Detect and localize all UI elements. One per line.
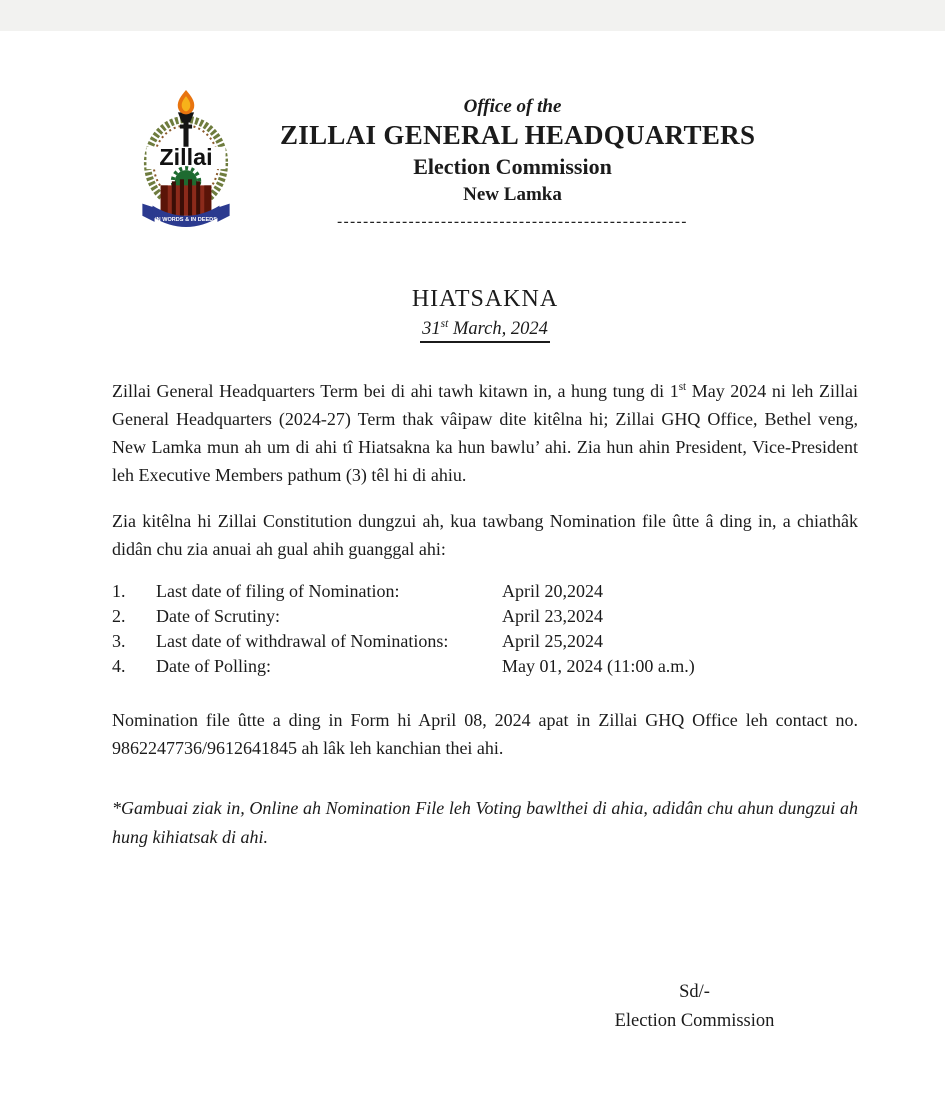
paragraph-1 xyxy=(112,377,858,489)
notice-title: HIATSAKNA xyxy=(411,286,559,312)
date-rest: March, 2024 xyxy=(448,319,548,339)
schedule-row xyxy=(112,654,858,679)
paragraph-4-note: *Gambuai ziak in, Online ah Nomination File leh Voting bawlthei di ahia, adidân chu ahun dungzui ah hung kihiatsak di ahi. xyxy=(112,798,858,847)
para1-text-b: May 2024 ni leh Zillai General Headquarters (2024-27) Term thak vâipaw dite kitêlna hi; Zillai GHQ Office, Bethel veng, New Lamka mun ah um di ahi tî Hiatsakna ka hun bawlu’ ahi. Zia hun ahin President, Vice-President leh Executive Members pathum (3) têl hi di ahiu. xyxy=(112,381,858,485)
paragraph-3: Nomination file ûtte a ding in Form hi April 08, 2024 apat in Zillai GHQ Office leh contact no. 9862247736/9612641845 ah lâk leh kanchian thei ahi. xyxy=(112,710,858,758)
location-name: New Lamka xyxy=(463,184,562,205)
signature-sd: Sd/- xyxy=(679,982,710,1002)
schedule-value: April 20,2024 xyxy=(502,581,603,601)
notice-body xyxy=(112,285,858,1036)
schedule-value: April 25,2024 xyxy=(502,631,603,651)
schedule-label: Date of Polling: xyxy=(156,656,271,676)
zillai-crest-logo xyxy=(130,88,242,230)
paragraph-2: Zia kitêlna hi Zillai Constitution dungzui ah, kua tawbang Nomination file ûtte â ding in, a chiathâk didân chu zia anuai ah gual ahih guanggal ahi: xyxy=(112,511,858,559)
schedule-row xyxy=(112,629,858,654)
signature-block xyxy=(572,978,817,1036)
schedule-row xyxy=(112,604,858,629)
top-band xyxy=(0,0,945,31)
schedule-label: Last date of filing of Nomination: xyxy=(156,581,400,601)
schedule-number: 2. xyxy=(112,606,126,626)
org-name: ZILLAI GENERAL HEADQUARTERS xyxy=(280,120,756,150)
date-ordinal: st xyxy=(440,317,449,330)
department-name: Election Commission xyxy=(413,154,612,179)
date-day: 31 xyxy=(422,319,441,339)
schedule-number: 3. xyxy=(112,631,126,651)
schedule-label: Last date of withdrawal of Nominations: xyxy=(156,631,449,651)
para1-ordinal: st xyxy=(678,381,687,393)
header-divider: ------------------------------------------------------ xyxy=(337,214,688,230)
signature-name: Election Commission xyxy=(614,1011,775,1031)
logo-motto: IN WORDS & IN DEEDS xyxy=(155,216,217,223)
schedule-value: May 01, 2024 (11:00 a.m.) xyxy=(502,656,695,676)
logo-wordmark: Zillai xyxy=(159,144,213,171)
schedule-row xyxy=(112,579,858,604)
letterhead xyxy=(280,96,756,231)
notice-date xyxy=(420,319,550,343)
para1-text-a: Zillai General Headquarters Term bei di ahi tawh kitawn in, a hung tung di 1 xyxy=(112,381,679,401)
schedule-number: 1. xyxy=(112,581,126,601)
schedule-number: 4. xyxy=(112,656,126,676)
office-line: Office of the xyxy=(463,96,562,117)
crest-icon xyxy=(130,88,242,230)
schedule-label: Date of Scrutiny: xyxy=(156,606,280,626)
notice-date-wrap xyxy=(112,319,858,343)
election-schedule-list xyxy=(112,579,858,679)
schedule-value: April 23,2024 xyxy=(502,606,603,626)
